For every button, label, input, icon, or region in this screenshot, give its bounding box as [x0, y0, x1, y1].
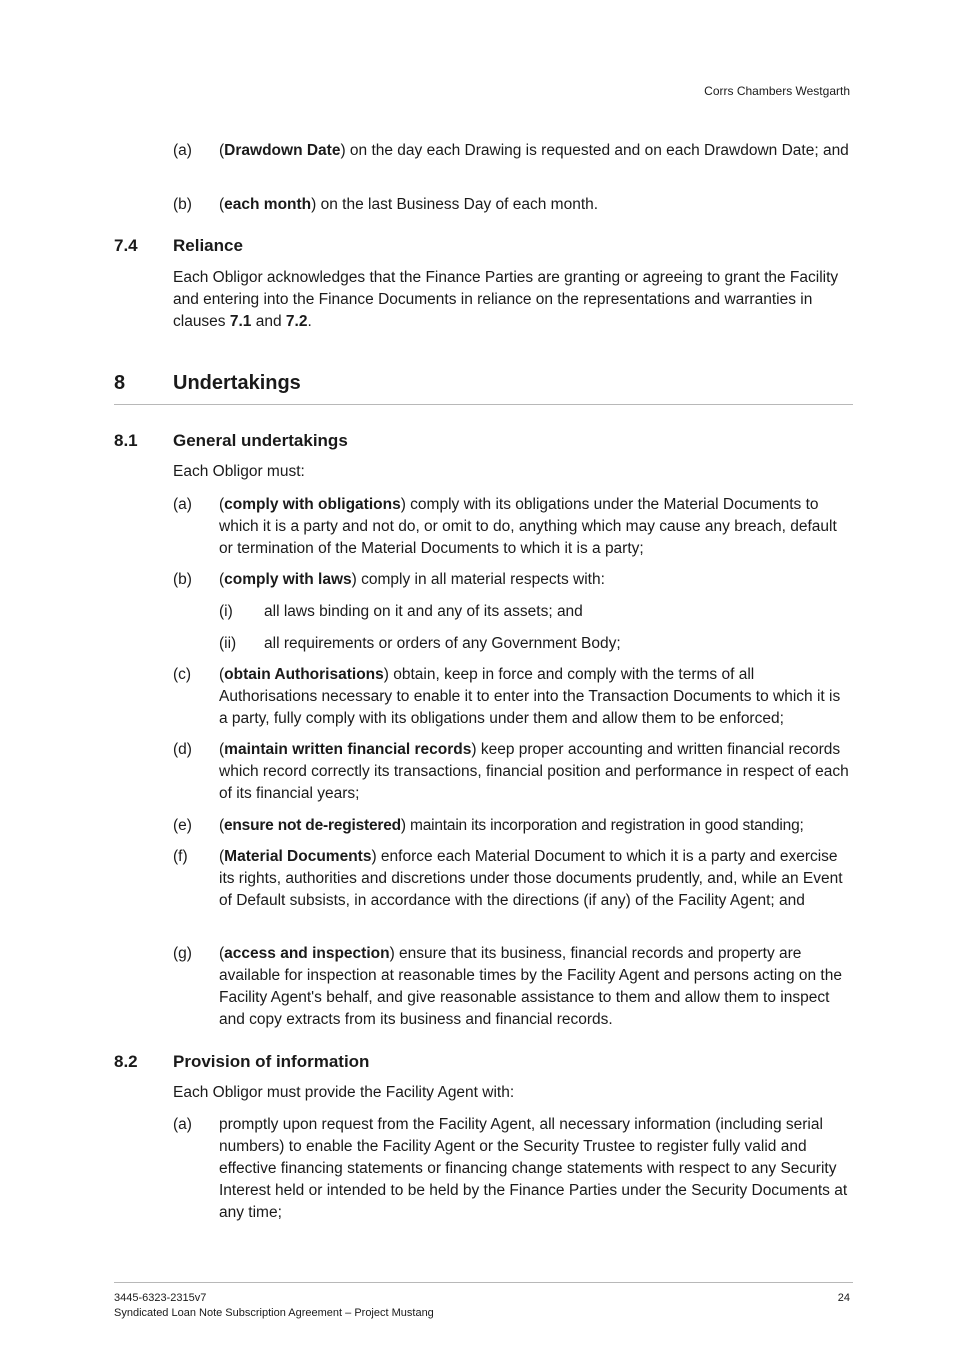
- list-item-material-documents: (Material Documents) enforce each Material Document to which it is a party and exercise its rights, authorities and discretions under those documents prudently, and, while an Event of Default subsists, in accordance with the directions (if any) of the Facility Agent; and: [219, 848, 843, 909]
- section-intro: Each Obligor must provide the Facility Agent with:: [173, 1084, 515, 1101]
- defined-term: each month: [224, 196, 312, 213]
- body-text: .: [307, 313, 312, 330]
- defined-term: maintain written financial records: [224, 741, 472, 758]
- defined-term: Material Documents: [224, 848, 372, 865]
- sublist-label: (i): [219, 603, 233, 620]
- item-text: ) on the day each Drawing is requested and on each Drawdown Date; and: [340, 142, 849, 159]
- chapter-divider: [114, 404, 853, 405]
- list-item-access-inspection: (access and inspection) ensure that its business, financial records and property are available for inspection at reasonable times by the Facility Agent and persons acting on the Facility Agent's behalf, and give reasonable assistance to them and allow them to inspect and copy extracts from its business and financial records.: [219, 945, 842, 1028]
- list-label: (c): [173, 666, 192, 683]
- footer-divider: [114, 1282, 853, 1283]
- footer-doc-title: Syndicated Loan Note Subscription Agreement – Project Mustang: [114, 1307, 434, 1319]
- item-text: ) keep proper accounting and written financial records which record correctly its transactions, financial position and performance in respect of each of its financial years;: [219, 741, 849, 802]
- header-firm-name: Corrs Chambers Westgarth: [704, 84, 850, 98]
- list-label: (a): [173, 496, 192, 513]
- defined-term: access and inspection: [224, 945, 390, 962]
- list-label: (f): [173, 848, 188, 865]
- item-text: ) comply with its obligations under the Material Documents to which it is a party and not do, or omit to do, anything which may cause any breach, default or termination of the Material Documents to which it is a party;: [219, 496, 837, 557]
- section-title: Provision of information: [173, 1052, 370, 1071]
- list-item-each-month: (each month) on the last Business Day of each month.: [219, 196, 599, 213]
- sublist-label: (ii): [219, 635, 237, 652]
- defined-term: comply with obligations: [224, 496, 401, 513]
- chapter-number: 8: [114, 372, 126, 394]
- footer-doc-id: 3445-6323-2315v7: [114, 1292, 207, 1304]
- sublist-item: all requirements or orders of any Government Body;: [264, 635, 621, 652]
- sublist-item: all laws binding on it and any of its assets; and: [264, 603, 583, 620]
- item-text: ) ensure that its business, financial records and property are available for inspection at reasonable times by the Facility Agent and persons acting on the Facility Agent's behalf, and give reasonable assistance to them and allow them to inspect and copy extracts from its business and financial records.: [219, 945, 842, 1028]
- list-item-not-deregistered: (ensure not de-registered) maintain its incorporation and registration in good standing;: [219, 817, 804, 834]
- body-text: Each Obligor acknowledges that the Finance Parties are granting or agreeing to grant the Facility and entering into the Finance Documents in reliance on the representations and warranties in clauses: [173, 269, 839, 330]
- item-text: ) comply in all material respects with:: [351, 571, 605, 588]
- list-label: (b): [173, 571, 192, 588]
- item-text: ) on the last Business Day of each month.: [311, 196, 599, 213]
- list-label: (e): [173, 817, 192, 834]
- list-item-comply-obligations: (comply with obligations) comply with its obligations under the Material Documents to which it is a party and not do, or omit to do, anything which may cause any breach, default or termination of the Material Documents to which it is a party;: [219, 496, 837, 557]
- list-label: (d): [173, 741, 192, 758]
- defined-term: Drawdown Date: [224, 142, 341, 159]
- item-text: ) enforce each Material Document to which it is a party and exercise its rights, authorities and discretions under those documents prudently, and, while an Event of Default subsists, in accordance with the directions (if any) of the Facility Agent; and: [219, 848, 843, 909]
- item-text: ) maintain its incorporation and registration in good standing;: [400, 817, 804, 834]
- section-number: 8.1: [114, 431, 138, 450]
- list-label: (a): [173, 1116, 192, 1133]
- list-item-obtain-authorisations: (obtain Authorisations) obtain, keep in force and comply with the terms of all Authorisations necessary to enable it to enter into the Transaction Documents to which it is a party, fully comply with its obligations under them and allow them to be enforced;: [219, 666, 841, 727]
- page-number: 24: [837, 1292, 850, 1304]
- section-number: 7.4: [114, 236, 138, 255]
- list-label: (a): [173, 142, 192, 159]
- clause-reference: 7.1: [229, 313, 252, 330]
- list-label: (g): [173, 945, 192, 962]
- list-label: (b): [173, 196, 192, 213]
- list-item-financial-records: (maintain written financial records) keep proper accounting and written financial records which record correctly its transactions, financial position and performance in respect of each of its financial years;: [219, 741, 849, 802]
- defined-term: ensure not de-registered: [223, 817, 401, 834]
- list-item-comply-laws: (comply with laws) comply in all material respects with:: [219, 571, 605, 588]
- section-title: Reliance: [173, 236, 243, 255]
- list-item-registration-info: promptly upon request from the Facility Agent, all necessary information (including serial numbers) to enable the Facility Agent or the Security Trustee to register fully valid and effective financing statements or financing change statements with respect to any Security Interest held or intended to be held by the Finance Parties under the Security Documents at any time;: [219, 1116, 848, 1221]
- defined-term: obtain Authorisations: [224, 666, 384, 683]
- section-intro: Each Obligor must:: [173, 463, 305, 480]
- list-item-drawdown-date: (Drawdown Date) on the day each Drawing is requested and on each Drawdown Date; and: [219, 142, 849, 159]
- section-number: 8.2: [114, 1052, 138, 1071]
- reliance-paragraph: [173, 267, 853, 333]
- section-title: General undertakings: [173, 431, 348, 450]
- body-text: and: [251, 313, 286, 330]
- item-text: ) obtain, keep in force and comply with the terms of all Authorisations necessary to enable it to enter into the Transaction Documents to which it is a party, fully comply with its obligations under them and allow them to be enforced;: [219, 666, 841, 727]
- chapter-title: Undertakings: [173, 372, 301, 394]
- clause-reference: 7.2: [285, 313, 308, 330]
- defined-term: comply with laws: [224, 571, 352, 588]
